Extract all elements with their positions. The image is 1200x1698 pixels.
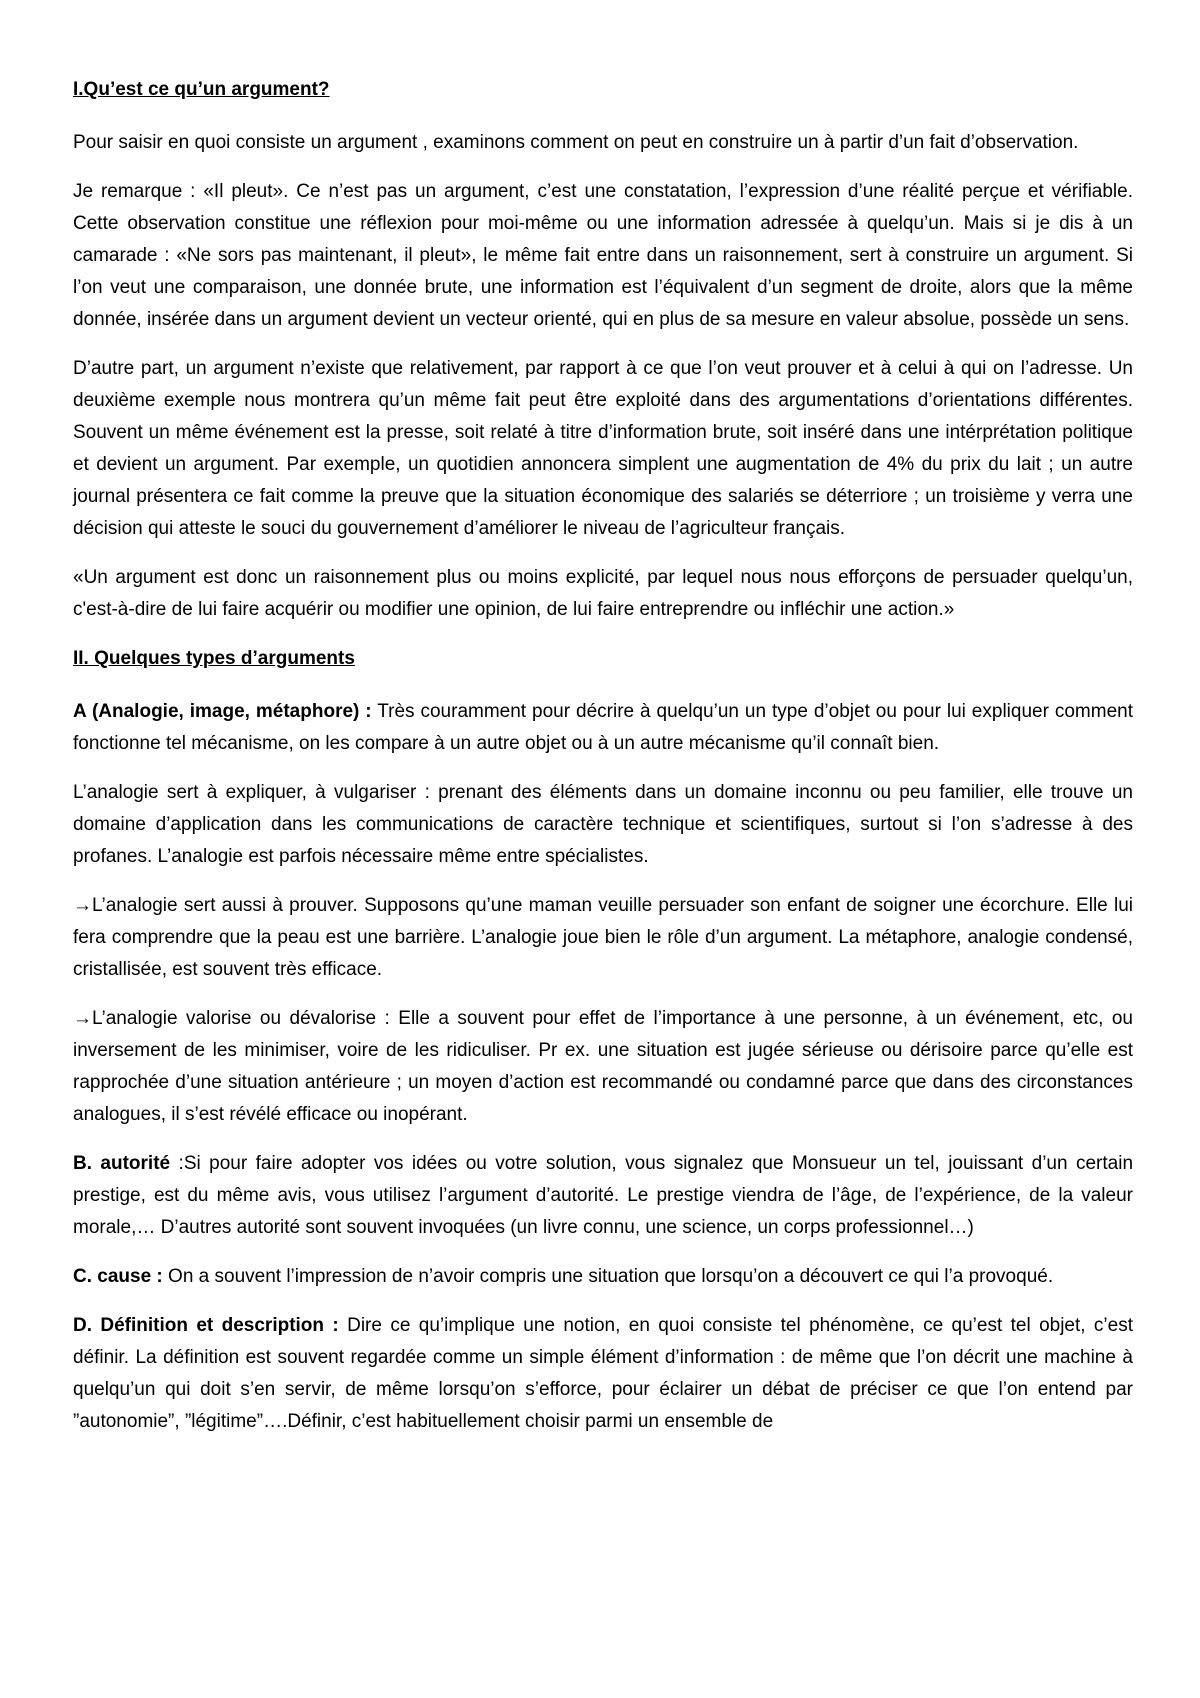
definition-text: Dire ce qu’implique une notion, en quoi consiste tel phénomène, ce qu’est tel objet, c’est définir. La définition est souvent regardée comme un simple élément d’information : de même que l’on décrit une machine à quelqu’un qui doit s’en servir, de même lorsqu’on s’efforce, pour éclairer un débat de préciser ce que l’on entend par ”autonomie”, ”légitime”….Définir, c’est habituellement choisir parmi un ensemble de xyxy=(73,1315,1133,1432)
autorite-text: :Si pour faire adopter vos idées ou votre solution, vous signalez que Monsueur un tel, jouissant d’un certain prestige, est du même avis, vous utilisez l’argument d’autorité. Le prestige viendra de l’âge, de l’expérience, de la valeur morale,… D’autres autorité sont souvent invoquées (un livre connu, une science, un corps professionnel…) xyxy=(73,1153,1134,1238)
paragraph-intro: Pour saisir en quoi consiste un argument , examinons comment on peut en construire un à partir d’un fait d’observation. xyxy=(73,132,1079,153)
section-heading-1: I.Qu’est ce qu’un argument? xyxy=(73,79,330,100)
section-heading-2: II. Quelques types d’arguments xyxy=(73,648,355,669)
autorite-label: B. autorité xyxy=(73,1153,171,1174)
analogie-text: Très couramment pour décrire à quelqu’un un type d’objet ou pour lui expliquer comment fonctionne tel mécanisme, on les compare à un autre objet ou à un autre mécanisme qu’il connaît bien. xyxy=(73,701,1133,754)
analogie-label: A (Analogie, image, métaphore) : xyxy=(73,701,372,722)
paragraph-definition-quote: «Un argument est donc un raisonnement plus ou moins explicité, par lequel nous nous efforçons de persuader quelqu’un, c'est-à-dire de lui faire acquérir ou modifier une opinion, de lui faire entreprendre ou infléchir une action.» xyxy=(73,567,1133,620)
document-page xyxy=(73,74,1133,1455)
cause-text: On a souvent l’impression de n’avoir compris une situation que lorsqu’on a découvert ce qui l’a provoqué. xyxy=(162,1266,1054,1287)
paragraph-il-pleut: Je remarque : «Il pleut». Ce n’est pas un argument, c’est une constatation, l’expression d’une réalité perçue et vérifiable. Cette observation constitue une réflexion pour moi-même ou une information adressée à quelqu’un. Mais si je dis à un camarade : «Ne sors pas maintenant, il pleut», le même fait entre dans un raisonnement, sert à construire un argument. Si l’on veut une comparaison, une donnée brute, une information est l’équivalent d’un segment de droite, alors que la même donnée, insérée dans un argument devient un vecteur orienté, qui en plus de sa mesure en valeur absolue, possède un sens. xyxy=(73,181,1133,330)
paragraph-relativement: D’autre part, un argument n’existe que relativement, par rapport à ce que l’on veut prouver et à celui à qui on l’adresse. Un deuxième exemple nous montrera qu’un même fait peut être exploité dans des argumentations d’orientations différentes. Souvent un même événement est la presse, soit relaté à titre d’information brute, soit inséré dans une intérprétation politique et devient un argument. Par exemple, un quotidien annoncera simplent une augmentation de 4% du prix du lait ; un autre journal présentera ce fait comme la preuve que la situation économique des salariés se déterriore ; un troisième y verra une décision qui atteste le souci du gouvernement d’améliorer le niveau de l’agriculteur français. xyxy=(73,358,1133,539)
paragraph-cause xyxy=(73,1261,1133,1293)
paragraph-analogie-valorise: →L’analogie valorise ou dévalorise : Elle a souvent pour effet de l’importance à une personne, à un événement, etc, ou inversement de les minimiser, voire de les ridiculiser. Pr ex. une situation est jugée sérieuse ou dérisoire parce qu’elle est rapprochée d’une situation antérieure ; un moyen d’action est recommandé ou condamné parce que dans des circonstances analogues, il s’est révélé efficace ou inopérant. xyxy=(73,1008,1133,1125)
definition-label: D. Définition et description : xyxy=(73,1315,339,1336)
paragraph-analogie-prouver: →L’analogie sert aussi à prouver. Supposons qu’une maman veuille persuader son enfant de soigner une écorchure. Elle lui fera comprendre que la peau est une barrière. L’analogie joue bien le rôle d’un argument. La métaphore, analogie condensé, cristallisée, est souvent très efficace. xyxy=(73,895,1133,980)
paragraph-analogie xyxy=(73,696,1133,760)
cause-label: C. cause : xyxy=(73,1266,163,1287)
paragraph-autorite xyxy=(73,1148,1133,1244)
paragraph-analogie-expliquer: L’analogie sert à expliquer, à vulgariser : prenant des éléments dans un domaine inconnu ou peu familier, elle trouve un domaine d’application dans les communications de caractère technique et scientifiques, surtout si l’on s’adresse à des profanes. L’analogie est parfois nécessaire même entre spécialistes. xyxy=(73,782,1133,867)
paragraph-definition xyxy=(73,1310,1133,1438)
